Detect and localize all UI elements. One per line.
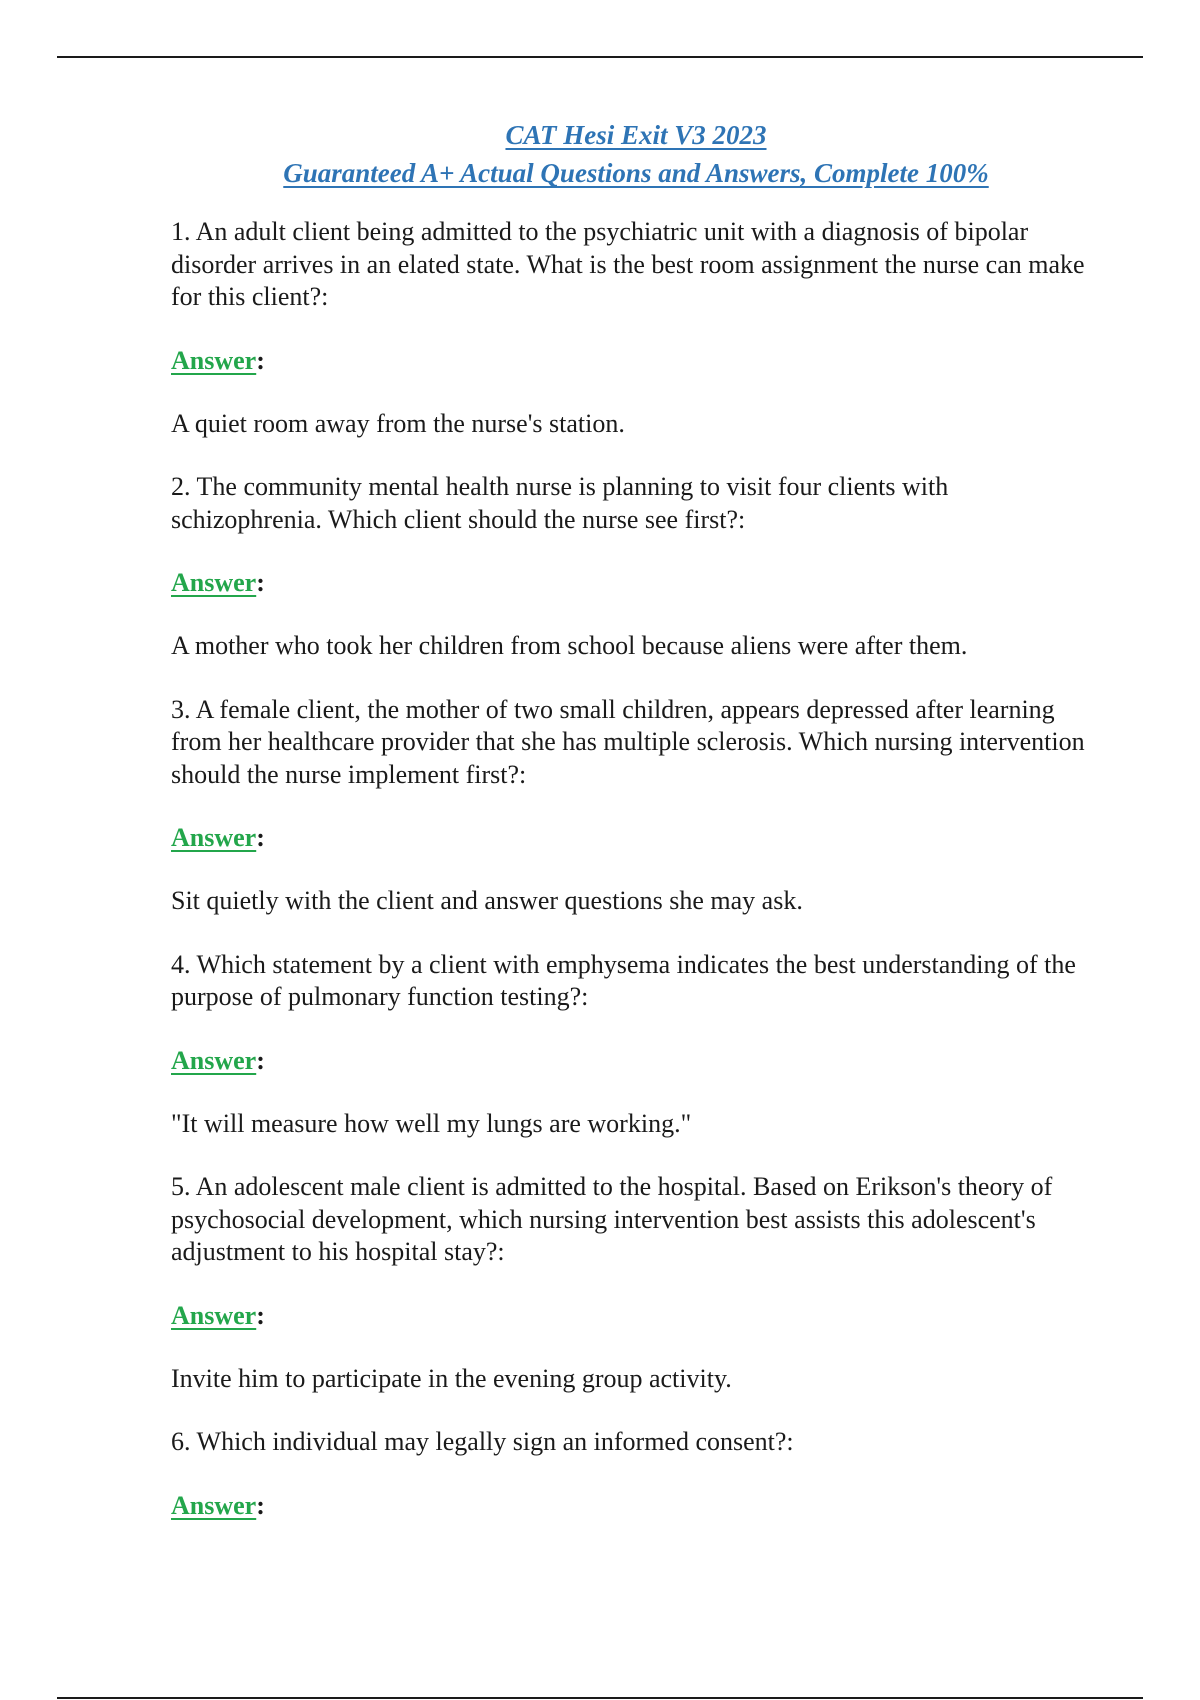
- answer-label: Answer:: [171, 1490, 265, 1520]
- qa-item-1: [171, 216, 1091, 440]
- question-text: 1. An adult client being admitted to the psychiatric unit with a diagnosis of bipolar disorder arrives in an elated state. What is the best room assignment the nurse can make for this client?:: [171, 217, 1085, 311]
- document-title: CAT Hesi Exit V3 2023: [505, 120, 767, 150]
- question-list: [171, 216, 1091, 1553]
- answer-text: Invite him to participate in the evening group activity.: [171, 1363, 732, 1393]
- answer-label: Answer:: [171, 568, 265, 597]
- qa-item-5: [171, 1171, 1091, 1395]
- answer-label: Answer:: [171, 823, 265, 852]
- document-title-block: [0, 116, 1200, 192]
- question-text: 6. Which individual may legally sign an informed consent?:: [171, 1427, 794, 1456]
- answer-label: Answer:: [171, 1045, 265, 1075]
- question-text: 3. A female client, the mother of two small children, appears depressed after learning from her healthcare provider that she has multiple sclerosis. Which nursing intervention should the nurse implement first?:: [171, 694, 1085, 789]
- answer-text: Sit quietly with the client and answer questions she may ask.: [171, 886, 803, 915]
- bottom-divider: [57, 1697, 1143, 1699]
- answer-text: A quiet room away from the nurse's station.: [171, 408, 625, 438]
- qa-item-6: [171, 1426, 1091, 1522]
- answer-text: A mother who took her children from school because aliens were after them.: [171, 631, 968, 660]
- qa-item-4: [171, 949, 1091, 1141]
- answer-label: Answer:: [171, 1300, 265, 1330]
- qa-item-3: [171, 694, 1091, 918]
- document-subtitle: Guaranteed A+ Actual Questions and Answers, Complete 100%: [283, 158, 989, 188]
- answer-label: Answer:: [171, 345, 265, 375]
- qa-item-2: [171, 471, 1091, 663]
- question-text: 4. Which statement by a client with emphysema indicates the best understanding of the purpose of pulmonary function testing?:: [171, 949, 1076, 1011]
- top-divider: [57, 56, 1143, 58]
- question-text: 5. An adolescent male client is admitted to the hospital. Based on Erikson's theory of psychosocial development, which nursing intervention best assists this adolescent's adjustment to his hospital stay?:: [171, 1172, 1053, 1266]
- answer-text: "It will measure how well my lungs are working.": [171, 1108, 692, 1138]
- question-text: 2. The community mental health nurse is planning to visit four clients with schizophrenia. Which client should the nurse see first?:: [171, 472, 949, 534]
